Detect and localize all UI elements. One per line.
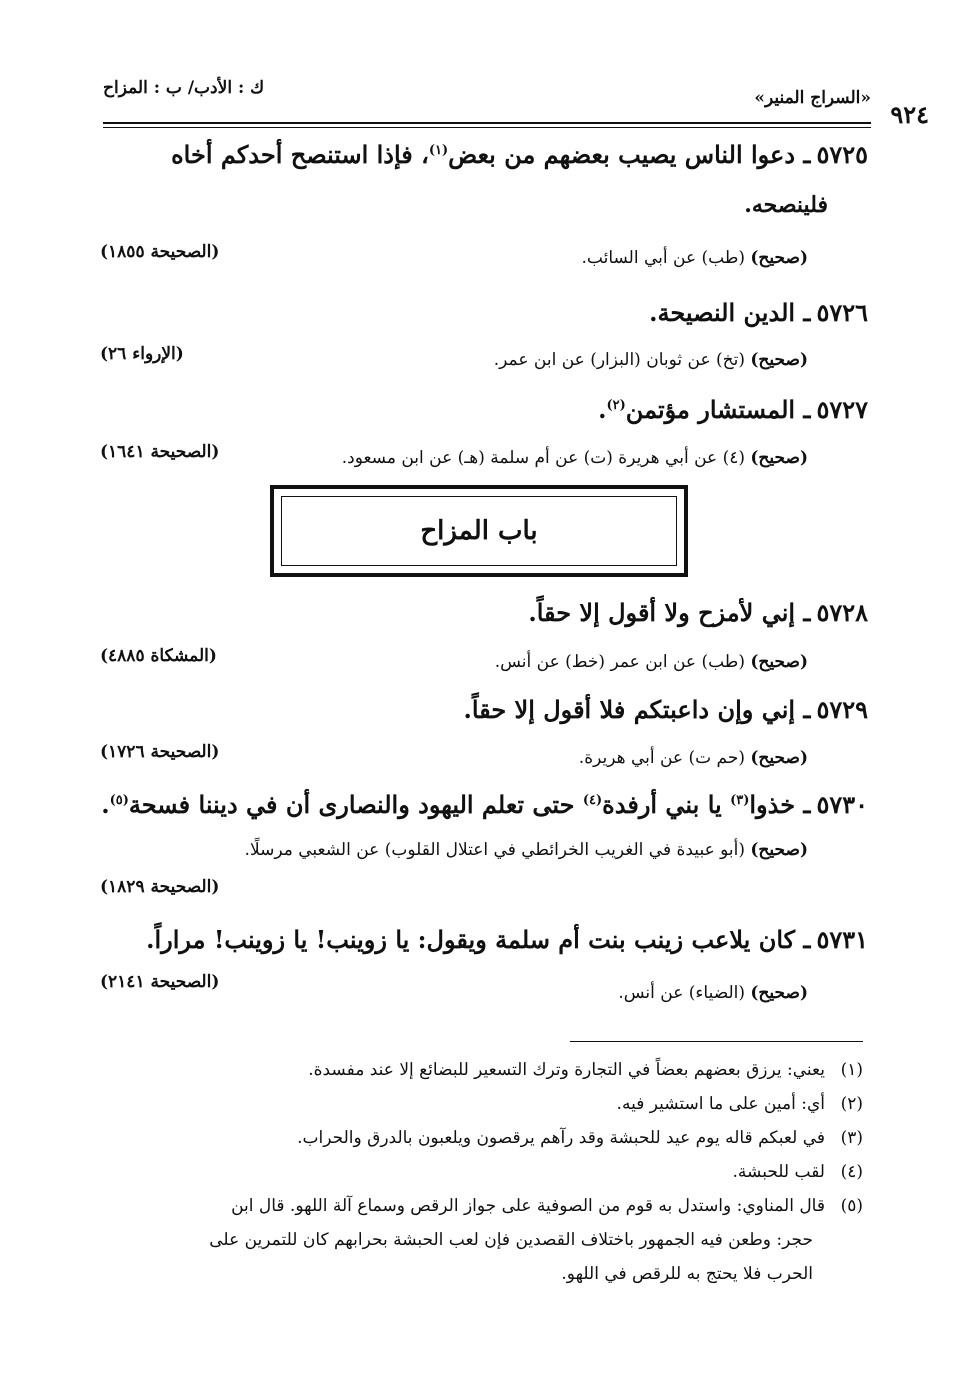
header-rule (103, 122, 871, 124)
source: (تخ) عن ثوبان (البزار) عن ابن عمر. (493, 350, 745, 370)
footnote-2 (617, 1094, 863, 1114)
hadith-text: ـ المستشار مؤتمن (625, 395, 811, 424)
grading-5730 (245, 840, 808, 860)
footnote-1 (308, 1060, 863, 1080)
hadith-text: يا بني أرفدة (602, 790, 731, 819)
source: (٤) عن أبي هريرة (ت) عن أم سلمة (هـ) عن ابن مسعود. (341, 448, 745, 468)
hadith-text: ـ كان يلاعب زينب بنت أم سلمة ويقول: يا زوينب! يا زوينب! مراراً. (146, 925, 811, 954)
hadith-5726 (649, 298, 868, 327)
footnote-5 (231, 1196, 863, 1216)
hadith-number: ٥٧٢٧ (816, 395, 868, 424)
grading-5731 (618, 983, 808, 1003)
hadith-number: ٥٧٢٦ (816, 298, 868, 327)
hadith-text: ـ إني وإن داعبتكم فلا أقول إلا حقاً. (463, 695, 811, 724)
hadith-text: ، فإذا استنصح أحدكم أخاه (171, 140, 429, 169)
footnote-5-continuation: الحرب فلا يحتج به للرقص في اللهو. (561, 1264, 813, 1284)
chapter-frame (270, 485, 688, 577)
source: (الضياء) عن أنس. (618, 983, 745, 1003)
source: (أبو عبيدة في الغريب الخرائطي في اعتلال القلوب) عن الشعبي مرسلًا. (244, 840, 745, 860)
footnote-text: أي: أمين على ما استشير فيه. (616, 1094, 825, 1114)
hadith-text: ـ الدين النصيحة. (649, 298, 811, 327)
footnote-5-continuation: حجر: وطعن فيه الجمهور باختلاف القصدين فإن لعب الحبشة بحرابهم كان للتمرين على (209, 1230, 813, 1250)
page-number: ٩٢٤ (890, 100, 929, 129)
footnote-4 (733, 1162, 863, 1182)
section-heading: ك : الأدب/ ب : المزاح (103, 78, 265, 98)
footnote-number: (٣) (840, 1128, 863, 1148)
hadith-5730 (101, 790, 868, 819)
hadith-continuation: فلينصحه. (744, 192, 828, 218)
grading-5725 (582, 248, 809, 268)
reference-5730: (الصحيحة ١٨٢٩) (100, 877, 220, 897)
grading-5729 (579, 748, 808, 768)
footnote-text: قال المناوي: واستدل به قوم من الصوفية على جواز الرقص وسماع آلة اللهو. قال ابن (231, 1196, 825, 1216)
grade: (صحيح) (750, 652, 808, 672)
grade: (صحيح) (750, 248, 808, 268)
footnote-number: (٢) (840, 1094, 863, 1114)
book-title: «السراج المنير» (754, 88, 871, 108)
hadith-5731 (146, 925, 868, 954)
grading-5727 (342, 448, 808, 468)
footnote-text: في لعبكم قاله يوم عيد للحبشة وقد رآهم يرقصون ويلعبون بالدرق والحراب. (297, 1128, 825, 1148)
header-rule-thin (103, 127, 871, 128)
hadith-text: . (598, 395, 607, 424)
footnote-marker[interactable]: (٣) (730, 793, 750, 808)
reference-5729: (الصحيحة ١٧٢٦) (100, 742, 220, 762)
reference-5728: (المشكاة ٤٨٨٥) (100, 646, 217, 666)
footnote-text: لقب للحبشة. (732, 1162, 825, 1182)
hadith-text: . (101, 790, 110, 819)
source: (حم ت) عن أبي هريرة. (578, 748, 745, 768)
hadith-number: ٥٧٢٨ (816, 598, 868, 627)
source: (طب) عن ابن عمر (خط) عن أنس. (494, 652, 745, 672)
footnote-3 (297, 1128, 863, 1148)
chapter-title: باب المزاح (281, 496, 677, 566)
hadith-text: ـ خذوا (749, 790, 811, 819)
reference-5725: (الصحيحة ١٨٥٥) (100, 242, 220, 262)
grade: (صحيح) (750, 983, 808, 1003)
footnote-text: يعني: يرزق بعضهم بعضاً في التجارة وترك التسعير للبضائع إلا عند مفسدة. (308, 1060, 825, 1080)
footnote-number: (٥) (840, 1196, 863, 1216)
reference-5726: (الإرواء ٢٦) (100, 344, 184, 364)
footnote-marker[interactable]: (١) (428, 143, 449, 158)
grade: (صحيح) (750, 748, 808, 768)
hadith-5727 (598, 395, 868, 424)
hadith-5729 (464, 695, 868, 724)
source: (طب) عن أبي السائب. (581, 248, 745, 268)
footnote-marker[interactable]: (٤) (582, 793, 603, 808)
hadith-number: ٥٧٢٥ (816, 140, 868, 169)
grade: (صحيح) (750, 840, 808, 860)
footnote-rule (570, 1041, 863, 1042)
grade: (صحيح) (750, 448, 808, 468)
reference-5731: (الصحيحة ٢١٤١) (100, 972, 220, 992)
hadith-5725 (171, 140, 868, 169)
reference-5727: (الصحيحة ١٦٤١) (100, 442, 220, 462)
footnote-marker[interactable]: (٥) (109, 793, 129, 808)
hadith-number: ٥٧٣١ (816, 925, 868, 954)
grading-5728 (495, 652, 808, 672)
hadith-number: ٥٧٢٩ (816, 695, 868, 724)
hadith-text: ـ إني لأمزح ولا أقول إلا حقاً. (528, 598, 811, 627)
footnote-number: (١) (840, 1060, 863, 1080)
hadith-text: حتى تعلم اليهود والنصارى أن في ديننا فسحة (128, 790, 583, 819)
footnote-marker[interactable]: (٢) (606, 398, 626, 413)
grading-5726 (494, 350, 808, 370)
hadith-5728 (528, 598, 868, 627)
grade: (صحيح) (750, 350, 808, 370)
footnote-number: (٤) (840, 1162, 863, 1182)
hadith-text: ـ دعوا الناس يصيب بعضهم من بعض (448, 140, 811, 169)
hadith-number: ٥٧٣٠ (816, 790, 868, 819)
